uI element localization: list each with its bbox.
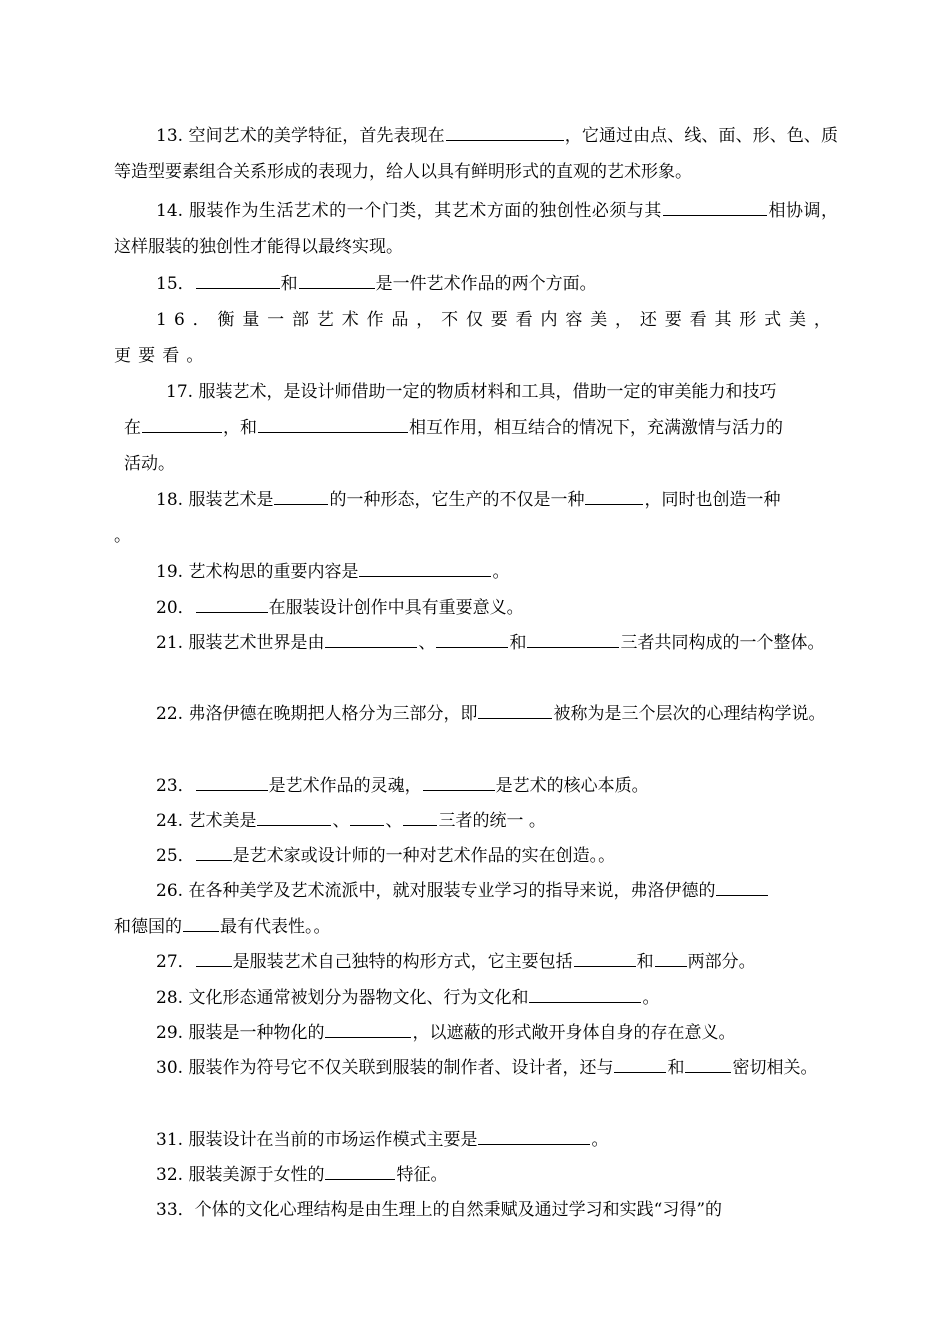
question-33-text-a: 33．个体的文化心理结构是由生理上的自然秉赋及通过学习和实践“习得”的 [156,1200,723,1220]
answer-blank[interactable] [685,1054,731,1073]
question-19-text-b: 。 [492,562,510,582]
question-20-text-b: 在服装设计创作中具有重要意义。 [268,598,524,618]
answer-blank[interactable] [478,700,552,719]
answer-blank[interactable] [359,558,491,577]
question-14 [114,193,838,265]
question-29-text-b: ，以遮蔽的形式敞开身体自身的存在意义。 [412,1023,736,1043]
question-21-text-b: 、 [418,633,436,653]
question-33 [114,1192,838,1228]
question-24-text-d: 三者的统一 。 [438,811,546,831]
question-23-text-c: 是艺术的核心本质。 [495,776,649,796]
question-32-text-a: 32. 服装美源于女性的 [156,1165,325,1185]
question-27-text-d: 两部分。 [687,952,756,972]
answer-blank[interactable] [325,1161,395,1180]
question-32 [114,1157,838,1193]
question-25 [114,838,838,874]
answer-blank[interactable] [527,629,619,648]
question-13-text-b: ，它通过由点、线、面、形、色、质等造型要素组合关系形成的表现力，给人以具有鲜明形式的直观的艺术形象。 [114,126,838,182]
question-31 [114,1122,838,1158]
question-28 [114,980,838,1016]
question-32-text-b: 特征。 [396,1165,448,1185]
question-23-text-b: 是艺术作品的灵魂， [268,776,422,796]
question-15-text-c: 是一件艺术作品的两个方面。 [375,274,597,294]
answer-blank[interactable] [423,772,495,791]
answer-blank[interactable] [196,842,232,861]
question-17-text-b: 在 [124,418,141,438]
question-13-text-a: 13. 空间艺术的美学特征，首先表现在 [156,126,445,146]
answer-blank[interactable] [325,629,417,648]
answer-blank[interactable] [574,948,636,967]
question-16 [114,302,838,374]
answer-blank[interactable] [196,594,268,613]
question-25-text-a: 25． [156,846,195,866]
question-31-text-a: 31. 服装设计在当前的市场运作模式主要是 [156,1130,478,1150]
question-18-text-c: ，同时也创造一种 [644,490,781,510]
question-21 [114,625,838,661]
question-24-text-b: 、 [332,811,350,831]
question-29-text-a: 29. 服装是一种物化的 [156,1023,325,1043]
question-16-text-a: 16．衡量一部艺术作品，不仅要看内容美，还要看其形式美，更要看 [114,310,838,366]
answer-blank[interactable] [196,772,268,791]
question-23-text-a: 23． [156,776,195,796]
answer-blank[interactable] [436,629,508,648]
question-27-text-a: 27． [156,952,195,972]
question-17-text-c: ，和 [223,418,257,438]
answer-blank[interactable] [585,486,643,505]
answer-blank[interactable] [655,948,687,967]
answer-blank[interactable] [478,1126,590,1145]
question-30-text-c: 密切相关。 [732,1058,818,1078]
question-22-text-b: 被称为是三个层次的心理结构学说。 [553,704,826,724]
answer-blank[interactable] [716,877,768,896]
question-30-text-b: 和 [667,1058,685,1078]
question-22-text-a: 22. 弗洛伊德在晚期把人格分为三部分，即 [156,704,478,724]
answer-blank[interactable] [183,913,219,932]
question-20 [114,590,838,626]
question-30-text-a: 30. 服装作为符号它不仅关联到服装的制作者、设计者，还与 [156,1058,614,1078]
question-21-text-a: 21. 服装艺术世界是由 [156,633,325,653]
question-26-text-a: 26. 在各种美学及艺术流派中，就对服装专业学习的指导来说，弗洛伊德的 [156,881,716,901]
question-15-text-a: 15． [156,274,195,294]
question-23 [114,768,838,804]
answer-blank[interactable] [258,414,408,433]
question-14-text-b: 相协调，这样服装的独创性才能得以最终实现。 [114,201,838,257]
question-18-text-b: 的一种形态，它生产的不仅是一种 [329,490,585,510]
question-22 [114,696,838,732]
answer-blank[interactable] [325,1019,411,1038]
answer-blank[interactable] [529,984,641,1003]
question-14-text-a: 14. 服装作为生活艺术的一个门类，其艺术方面的独创性必须与其 [156,201,662,221]
question-15-text-b: 和 [280,274,298,294]
question-25-text-b: 是艺术家或设计师的一种对艺术作品的实在创造。。 [232,846,616,866]
answer-blank[interactable] [142,414,222,433]
question-16-text-b: 。 [186,346,204,366]
answer-blank[interactable] [196,948,232,967]
question-19 [114,554,838,590]
question-26 [114,873,838,945]
question-31-text-b: 。 [591,1130,609,1150]
answer-blank[interactable] [446,122,564,141]
answer-blank[interactable] [663,197,767,216]
question-15 [114,266,838,302]
question-21-text-c: 和 [509,633,527,653]
question-19-text-a: 19. 艺术构思的重要内容是 [156,562,359,582]
question-27-text-c: 和 [636,952,654,972]
question-24-text-c: 、 [385,811,403,831]
question-27-text-b: 是服装艺术自己独特的构形方式，它主要包括 [232,952,573,972]
question-20-text-a: 20． [156,598,195,618]
question-17 [118,374,838,482]
question-28-text-a: 28. 文化形态通常被划分为器物文化、行为文化和 [156,988,529,1008]
question-24-text-a: 24. 艺术美是 [156,811,257,831]
question-18-text-a: 18. 服装艺术是 [156,490,274,510]
question-17-text-a: 17. 服装艺术，是设计师借助一定的物质材料和工具，借助一定的审美能力和技巧 [166,382,777,402]
answer-blank[interactable] [350,807,384,826]
question-18 [114,482,838,554]
question-29 [114,1015,838,1051]
question-28-text-b: 。 [642,988,660,1008]
question-26-text-b: 和德国的 [114,917,182,937]
answer-blank[interactable] [196,270,280,289]
question-30 [114,1050,838,1086]
question-27 [114,944,838,980]
answer-blank[interactable] [257,807,331,826]
question-24 [114,803,838,839]
question-18-text-d: 。 [114,526,131,546]
answer-blank[interactable] [274,486,328,505]
question-26-text-c: 最有代表性。。 [220,917,331,937]
question-17-text-d: 相互作用，相互结合的情况下，充满激情与活力的 [409,418,783,438]
question-17-text-e: 活动。 [124,454,175,474]
answer-blank[interactable] [403,807,437,826]
answer-blank[interactable] [299,270,375,289]
answer-blank[interactable] [614,1054,666,1073]
question-13 [114,118,838,190]
question-21-text-d: 三者共同构成的一个整体。 [620,633,825,653]
